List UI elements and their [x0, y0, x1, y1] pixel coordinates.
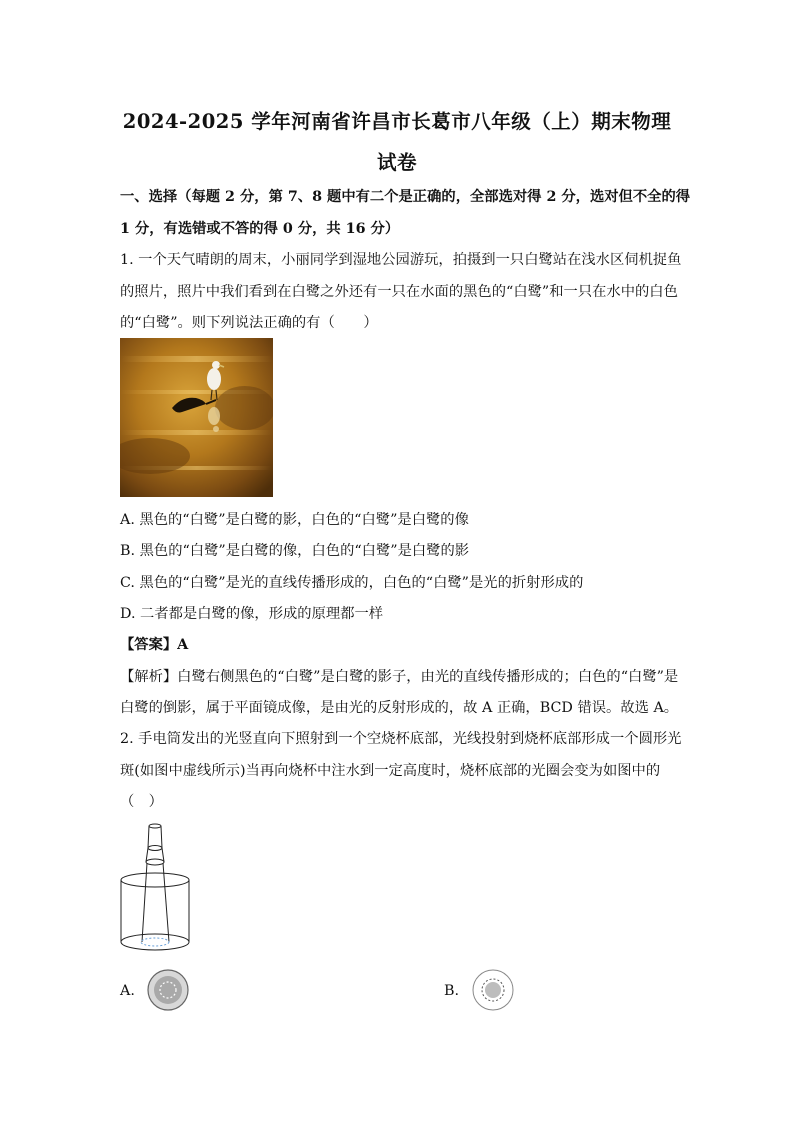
q2-stem-line3: （ ）	[120, 794, 163, 810]
q2-option-b-label: B.	[444, 983, 460, 999]
q2-stem-line1: 2. 手电筒发出的光竖直向下照射到一个空烧杯底部，光线投射到烧杯底部形成一个圆形光	[120, 731, 682, 747]
q1-option-d: D. 二者都是白鹭的像，形成的原理都一样	[120, 606, 384, 622]
q1-stem-line3: 的“白鹭”。则下列说法正确的有（ ）	[120, 315, 378, 331]
q1-stem-line2: 的照片，照片中我们看到在白鹭之外还有一只在水面的黑色的“白鹭”和一只在水中的白色	[120, 284, 678, 300]
q1-analysis-line1: 【解析】白鹭右侧黑色的“白鹭”是白鹭的影子，由光的直线传播形成的；白色的“白鹭”是	[120, 669, 679, 685]
egret-photo	[120, 338, 273, 497]
section-heading-line2: 1 分，有选错或不答的得 0 分，共 16 分）	[120, 221, 400, 237]
flashlight-beaker-diagram	[113, 820, 198, 960]
document-title-line2: 试卷	[376, 151, 417, 174]
q2-stem-line2: 斑(如图中虚线所示)当再向烧杯中注水到一定高度时，烧杯底部的光圈会变为如图中的	[120, 763, 661, 779]
q1-analysis-line2: 白鹭的倒影，属于平面镜成像，是由光的反射形成的，故 A 正确，BCD 错误。故选 A。	[120, 700, 679, 716]
q1-option-c: C. 黑色的“白鹭”是光的直线传播形成的，白色的“白鹭”是光的折射形成的	[120, 575, 584, 591]
document-title-line1: 2024-2025 学年河南省许昌市长葛市八年级（上）期末物理	[122, 110, 672, 133]
section-heading-line1: 一、选择（每题 2 分，第 7、8 题中有二个是正确的，全部选对得 2 分，选对但不全的得	[120, 189, 691, 205]
q1-stem-line1: 1. 一个天气晴朗的周末，小丽同学到湿地公园游玩，拍摄到一只白鹭站在浅水区伺机捉鱼	[120, 252, 682, 268]
q2-option-b-figure	[471, 968, 515, 1016]
q2-option-a-figure	[146, 968, 190, 1016]
q2-option-a-label: A.	[120, 983, 135, 999]
q1-option-a: A. 黑色的“白鹭”是白鹭的影，白色的“白鹭”是白鹭的像	[120, 512, 469, 528]
q1-answer: 【答案】A	[120, 637, 189, 653]
q1-option-b: B. 黑色的“白鹭”是白鹭的像，白色的“白鹭”是白鹭的影	[120, 543, 470, 559]
